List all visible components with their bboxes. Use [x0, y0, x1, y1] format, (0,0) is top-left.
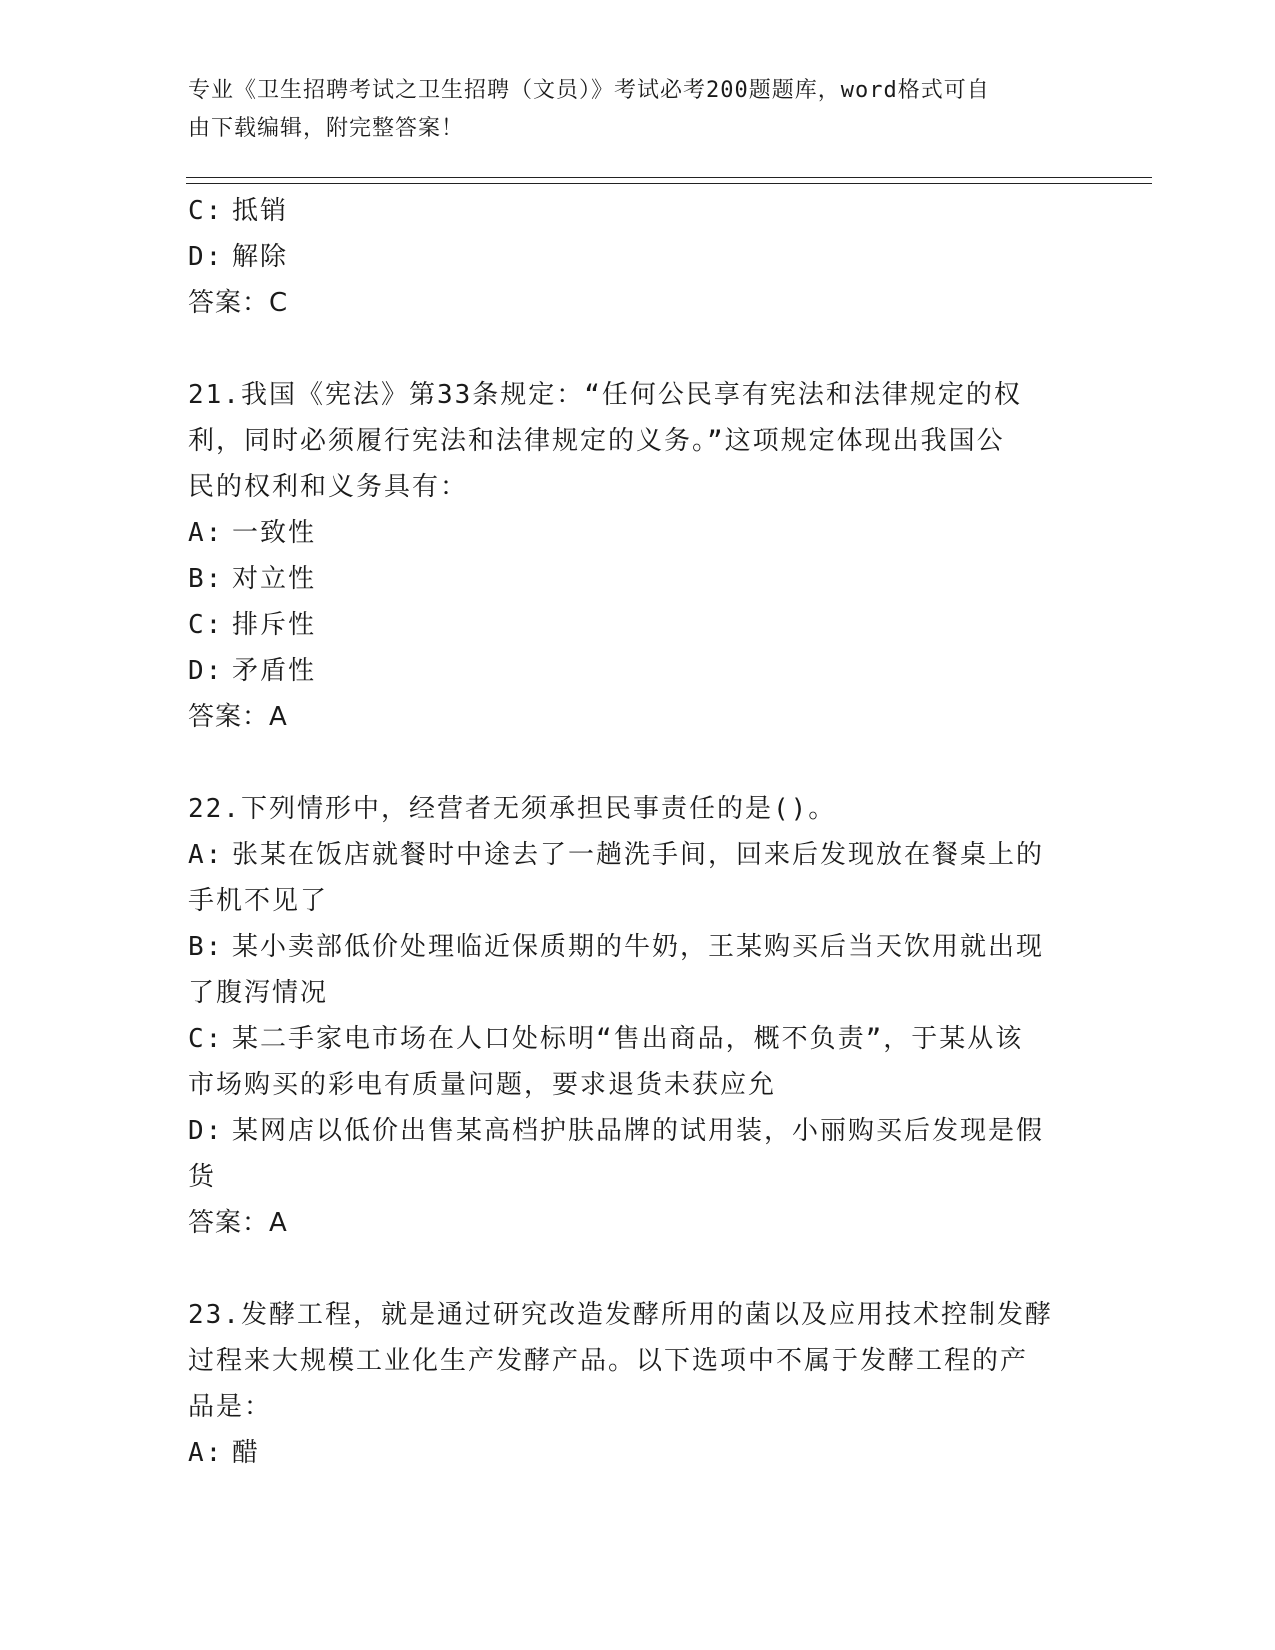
option-c: C: 某二手家电市场在人口处标明“售出商品，概不负责”，于某从该 市场购买的彩电有质量问题，要求退货未获应允	[188, 1024, 1024, 1100]
header-divider-top	[186, 177, 1152, 178]
header-line-2: 由下载编辑，附完整答案！	[188, 116, 465, 141]
question-text-line: 23.发酵工程，就是通过研究改造发酵所用的菌以及应用技术控制发酵	[188, 1300, 1053, 1330]
header-line-1: 专业《卫生招聘考试之卫生招聘（文员）》考试必考200题题库，word格式可自	[188, 78, 990, 103]
option-d: D: 解除	[188, 242, 289, 272]
question-text-line: 民的权利和义务具有：	[188, 472, 469, 502]
document-header	[188, 72, 1068, 148]
question-23	[188, 1292, 1088, 1476]
option-c: C: 排斥性	[188, 610, 317, 640]
header-divider-bottom	[186, 183, 1152, 184]
spacer	[188, 740, 1088, 786]
option-a: A: 醋	[188, 1438, 261, 1468]
question-text-line: 21.我国《宪法》第33条规定：“任何公民享有宪法和法律规定的权	[188, 380, 1022, 410]
question-21	[188, 372, 1088, 740]
option-b: B: 对立性	[188, 564, 317, 594]
question-20-tail	[188, 188, 1088, 326]
option-a: A: 张某在饭店就餐时中途去了一趟洗手间，回来后发现放在餐桌上的 手机不见了	[188, 840, 1045, 916]
question-22	[188, 786, 1088, 1246]
spacer	[188, 326, 1088, 372]
document-body	[188, 188, 1088, 1476]
answer: 答案：A	[188, 702, 288, 732]
answer: 答案：C	[188, 288, 289, 318]
option-c: C: 抵销	[188, 196, 289, 226]
option-b: B: 某小卖部低价处理临近保质期的牛奶，王某购买后当天饮用就出现 了腹泻情况	[188, 932, 1045, 1008]
question-text-line: 利，同时必须履行宪法和法律规定的义务。”这项规定体现出我国公	[188, 426, 1005, 456]
answer: 答案：A	[188, 1208, 288, 1238]
option-d: D: 某网店以低价出售某高档护肤品牌的试用装，小丽购买后发现是假 货	[188, 1116, 1045, 1192]
spacer	[188, 1246, 1088, 1292]
option-a: A: 一致性	[188, 518, 317, 548]
question-text-line: 过程来大规模工业化生产发酵产品。以下选项中不属于发酵工程的产	[188, 1346, 1029, 1376]
question-text-line: 品是：	[188, 1392, 273, 1422]
question-text-line: 22.下列情形中，经营者无须承担民事责任的是()。	[188, 794, 837, 824]
option-d: D: 矛盾性	[188, 656, 317, 686]
